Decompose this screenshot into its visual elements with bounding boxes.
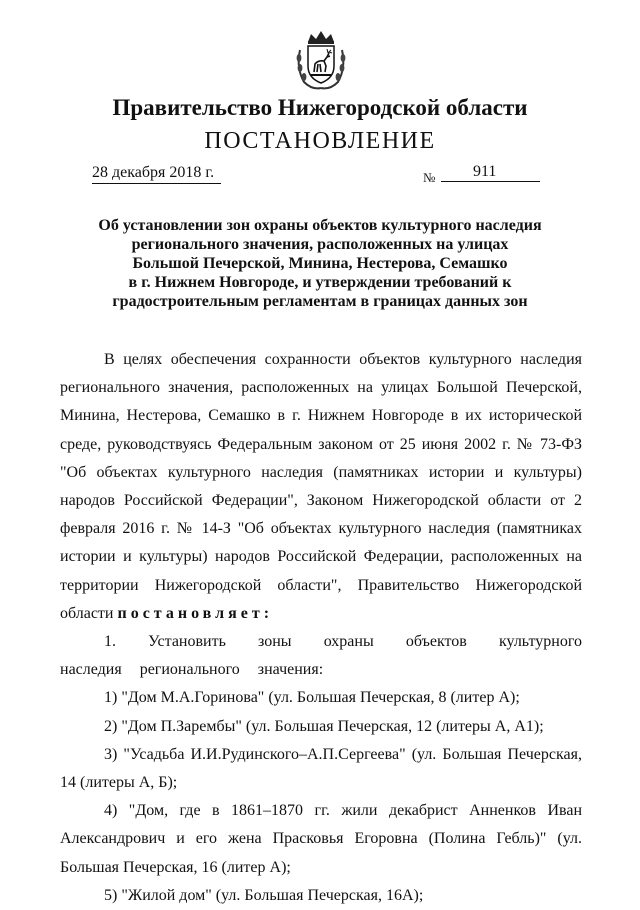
- number-underline: [441, 181, 540, 182]
- document-number: 911: [473, 163, 497, 180]
- document-subject: [60, 216, 580, 311]
- subject-line: в г. Нижнем Новгороде, и утверждении требований к: [128, 274, 512, 291]
- list-item: 1) "Дом М.А.Горинова" (ул. Большая Печерская, 8 (литер А);: [104, 689, 520, 707]
- organization-title: Правительство Нижегородской области: [112, 95, 528, 120]
- date-underline: [92, 183, 221, 184]
- list-item: 2) "Дом П.Зарембы" (ул. Большая Печерская, 12 (литеры А, А1);: [104, 717, 544, 735]
- number-sign: №: [423, 170, 436, 185]
- document-type: ПОСТАНОВЛЕНИЕ: [204, 128, 436, 154]
- list-item: 5) "Жилой дом" (ул. Большая Печерская, 16А);: [104, 886, 424, 904]
- preamble-paragraph: [60, 346, 582, 628]
- subject-line: градостроительным регламентам в границах данных зон: [112, 293, 528, 310]
- subject-line: Большой Печерской, Минина, Нестерова, Семашко: [132, 255, 508, 272]
- subject-line: регионального значения, расположенных на улицах: [131, 236, 509, 253]
- document-date: 28 декабря 2018 г.: [92, 164, 215, 181]
- decree-word: постановляет:: [117, 604, 274, 622]
- list-item: 3) "Усадьба И.И.Рудинского–А.П.Сергеева" (ул. Большая Печерская, 14 (литеры А, Б);: [60, 745, 582, 792]
- coat-of-arms-emblem: [294, 28, 348, 92]
- subject-line: Об установлении зон охраны объектов культурного наследия: [98, 217, 542, 234]
- clause-text: 1. Установить зоны охраны объектов культурного наследия регионального значения:: [60, 633, 582, 679]
- clause-paragraph: [60, 628, 582, 684]
- list-item: 4) "Дом, где в 1861–1870 гг. жили декабрист Анненков Иван Александрович и его жена Прасковья Егоровна (Полина Гебль)" (ул. Большая Печерская, 16 (литер А);: [60, 802, 582, 876]
- preamble-text: В целях обеспечения сохранности объектов культурного наследия регионального значения, расположенных на улицах Большой Печерской, Минина, Нестерова, Семашко в г. Нижнем Новгороде в их исторической среде, руководствуясь Федеральным законом от 25 июня 2002 г. № 73-ФЗ "Об объектах культурного наследия (памятниках истории и культуры) народов Российской Федерации", Законом Нижегородской области от 2 февраля 2016 г. № 14-З "Об объектах культурного наследия (памятниках истории и культуры) народов Российской Федерации, расположенных на территории Нижегородской области", Правительство Нижегородской области: [60, 351, 582, 622]
- document-body: [60, 346, 582, 910]
